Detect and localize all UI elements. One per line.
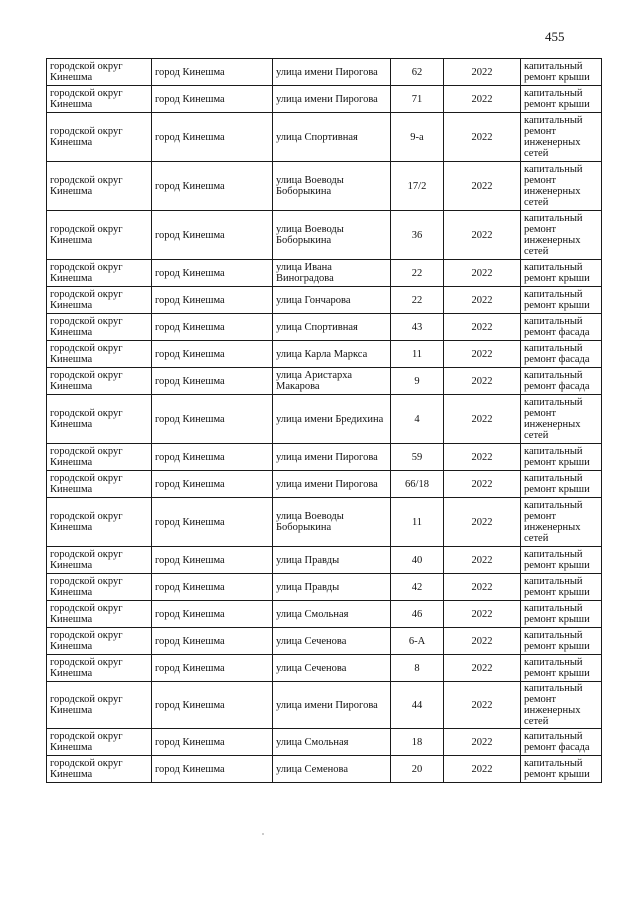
page-number: 455 [545,29,565,44]
okrug-cell: городской округ Кинешма [47,498,152,547]
street-cell: улица Спортивная [273,113,391,162]
work-type-cell: капитальный ремонт инженерных сетей [521,113,602,162]
table-row [47,86,602,113]
table-row [47,444,602,471]
year-cell: 2022 [444,368,521,395]
house-cell: 6-А [391,628,444,655]
okrug-cell: городской округ Кинешма [47,287,152,314]
city-cell: город Кинешма [152,574,273,601]
year-cell: 2022 [444,547,521,574]
table-row [47,601,602,628]
table-row [47,729,602,756]
table-row [47,211,602,260]
street-cell: улица Правды [273,547,391,574]
street-cell: улица Правды [273,574,391,601]
house-cell: 8 [391,655,444,682]
city-cell: город Кинешма [152,341,273,368]
year-cell: 2022 [444,287,521,314]
table-row [47,287,602,314]
city-cell: город Кинешма [152,59,273,86]
city-cell: город Кинешма [152,86,273,113]
house-cell: 36 [391,211,444,260]
street-cell: улица Спортивная [273,314,391,341]
year-cell: 2022 [444,574,521,601]
city-cell: город Кинешма [152,498,273,547]
city-cell: город Кинешма [152,756,273,783]
work-type-cell: капитальный ремонт крыши [521,59,602,86]
city-cell: город Кинешма [152,314,273,341]
street-cell: улица Ивана Виноградова [273,260,391,287]
table-row [47,628,602,655]
house-cell: 4 [391,395,444,444]
city-cell: город Кинешма [152,260,273,287]
table-row [47,547,602,574]
work-type-cell: капитальный ремонт инженерных сетей [521,162,602,211]
work-type-cell: капитальный ремонт крыши [521,628,602,655]
okrug-cell: городской округ Кинешма [47,682,152,729]
work-type-cell: капитальный ремонт крыши [521,655,602,682]
work-type-cell: капитальный ремонт крыши [521,86,602,113]
city-cell: город Кинешма [152,729,273,756]
year-cell: 2022 [444,756,521,783]
city-cell: город Кинешма [152,471,273,498]
year-cell: 2022 [444,86,521,113]
street-cell: улица Сеченова [273,655,391,682]
okrug-cell: городской округ Кинешма [47,547,152,574]
house-cell: 66/18 [391,471,444,498]
okrug-cell: городской округ Кинешма [47,368,152,395]
house-cell: 20 [391,756,444,783]
year-cell: 2022 [444,113,521,162]
work-type-cell: капитальный ремонт крыши [521,471,602,498]
year-cell: 2022 [444,314,521,341]
table-row [47,113,602,162]
street-cell: улица Карла Маркса [273,341,391,368]
okrug-cell: городской округ Кинешма [47,444,152,471]
table-body [47,59,602,783]
street-cell: улица имени Пирогова [273,682,391,729]
scan-speck [262,833,264,835]
house-cell: 9 [391,368,444,395]
okrug-cell: городской округ Кинешма [47,162,152,211]
housing-repair-table [46,58,602,783]
okrug-cell: городской округ Кинешма [47,601,152,628]
okrug-cell: городской округ Кинешма [47,211,152,260]
work-type-cell: капитальный ремонт фасада [521,341,602,368]
table-row [47,260,602,287]
street-cell: улица Воеводы Боборыкина [273,162,391,211]
table-row [47,756,602,783]
work-type-cell: капитальный ремонт инженерных сетей [521,211,602,260]
okrug-cell: городской округ Кинешма [47,314,152,341]
year-cell: 2022 [444,395,521,444]
okrug-cell: городской округ Кинешма [47,59,152,86]
house-cell: 71 [391,86,444,113]
city-cell: город Кинешма [152,113,273,162]
work-type-cell: капитальный ремонт крыши [521,287,602,314]
house-cell: 22 [391,260,444,287]
house-cell: 62 [391,59,444,86]
street-cell: улица Сеченова [273,628,391,655]
work-type-cell: капитальный ремонт крыши [521,756,602,783]
house-cell: 42 [391,574,444,601]
street-cell: улица имени Бредихина [273,395,391,444]
city-cell: город Кинешма [152,682,273,729]
street-cell: улица Аристарха Макарова [273,368,391,395]
work-type-cell: капитальный ремонт крыши [521,260,602,287]
year-cell: 2022 [444,498,521,547]
house-cell: 11 [391,498,444,547]
street-cell: улица имени Пирогова [273,86,391,113]
work-type-cell: капитальный ремонт фасада [521,729,602,756]
house-cell: 9-а [391,113,444,162]
house-cell: 44 [391,682,444,729]
city-cell: город Кинешма [152,444,273,471]
city-cell: город Кинешма [152,211,273,260]
street-cell: улица Смольная [273,729,391,756]
table-row [47,498,602,547]
work-type-cell: капитальный ремонт инженерных сетей [521,498,602,547]
okrug-cell: городской округ Кинешма [47,471,152,498]
work-type-cell: капитальный ремонт крыши [521,574,602,601]
house-cell: 59 [391,444,444,471]
street-cell: улица Гончарова [273,287,391,314]
work-type-cell: капитальный ремонт крыши [521,547,602,574]
okrug-cell: городской округ Кинешма [47,395,152,444]
okrug-cell: городской округ Кинешма [47,628,152,655]
work-type-cell: капитальный ремонт фасада [521,368,602,395]
okrug-cell: городской округ Кинешма [47,113,152,162]
table-row [47,59,602,86]
city-cell: город Кинешма [152,655,273,682]
city-cell: город Кинешма [152,547,273,574]
okrug-cell: городской округ Кинешма [47,729,152,756]
okrug-cell: городской округ Кинешма [47,756,152,783]
okrug-cell: городской округ Кинешма [47,260,152,287]
street-cell: улица имени Пирогова [273,444,391,471]
table-row [47,395,602,444]
work-type-cell: капитальный ремонт крыши [521,444,602,471]
city-cell: город Кинешма [152,395,273,444]
table-row [47,471,602,498]
work-type-cell: капитальный ремонт инженерных сетей [521,682,602,729]
street-cell: улица Воеводы Боборыкина [273,498,391,547]
year-cell: 2022 [444,444,521,471]
year-cell: 2022 [444,59,521,86]
okrug-cell: городской округ Кинешма [47,86,152,113]
table-row [47,574,602,601]
okrug-cell: городской округ Кинешма [47,574,152,601]
house-cell: 46 [391,601,444,628]
house-cell: 18 [391,729,444,756]
street-cell: улица имени Пирогова [273,471,391,498]
house-cell: 11 [391,341,444,368]
city-cell: город Кинешма [152,368,273,395]
table-row [47,162,602,211]
table-row [47,682,602,729]
year-cell: 2022 [444,601,521,628]
year-cell: 2022 [444,211,521,260]
table-row [47,655,602,682]
year-cell: 2022 [444,260,521,287]
work-type-cell: капитальный ремонт крыши [521,601,602,628]
okrug-cell: городской округ Кинешма [47,341,152,368]
house-cell: 43 [391,314,444,341]
street-cell: улица Воеводы Боборыкина [273,211,391,260]
street-cell: улица имени Пирогова [273,59,391,86]
year-cell: 2022 [444,682,521,729]
year-cell: 2022 [444,471,521,498]
house-cell: 22 [391,287,444,314]
street-cell: улица Смольная [273,601,391,628]
city-cell: город Кинешма [152,601,273,628]
table-row [47,341,602,368]
year-cell: 2022 [444,162,521,211]
city-cell: город Кинешма [152,628,273,655]
house-cell: 40 [391,547,444,574]
table-row [47,368,602,395]
year-cell: 2022 [444,655,521,682]
okrug-cell: городской округ Кинешма [47,655,152,682]
year-cell: 2022 [444,729,521,756]
year-cell: 2022 [444,341,521,368]
table-row [47,314,602,341]
work-type-cell: капитальный ремонт фасада [521,314,602,341]
house-cell: 17/2 [391,162,444,211]
work-type-cell: капитальный ремонт инженерных сетей [521,395,602,444]
year-cell: 2022 [444,628,521,655]
city-cell: город Кинешма [152,287,273,314]
city-cell: город Кинешма [152,162,273,211]
street-cell: улица Семенова [273,756,391,783]
